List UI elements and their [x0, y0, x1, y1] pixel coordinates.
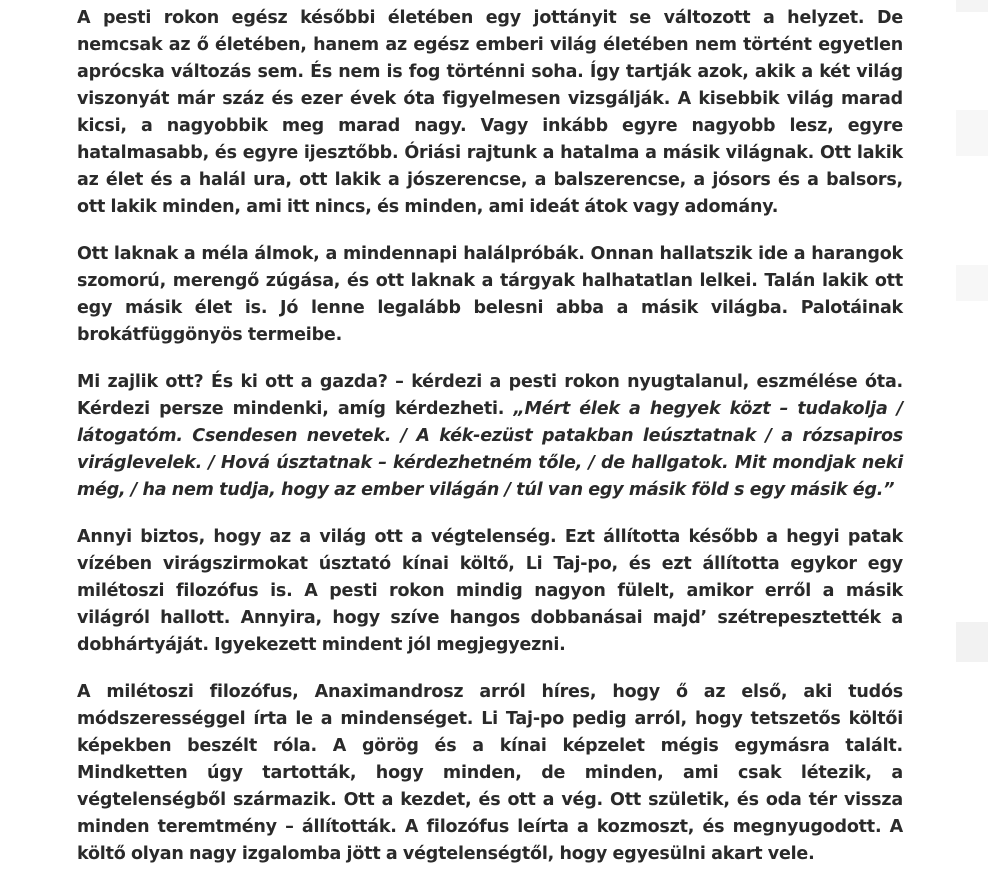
paragraph-3 [77, 369, 903, 504]
paragraph-4-text: Annyi biztos, hogy az a világ ott a végtelenség. Ezt állította később a hegyi patak vízében virágszirmokat úsztató kínai költő, Li Taj-po, és ezt állította egykor egy milétoszi filozófus is. A pesti rokon mindig nagyon fülelt, amikor erről a másik világról hallott. Annyira, hogy szíve hangos dobbanásai majd’ szétrepesztették a dobhártyáját. Igyekezett mindent jól megjegyezni. [77, 527, 903, 655]
article-body [77, 5, 903, 882]
sidebar-block [956, 0, 988, 12]
sidebar-block [956, 265, 988, 301]
poem-quote: „Mért élek a hegyek közt – tudakolja / látogatóm. Csendesen nevetek. / A kék-ezüst patakban leúsztatnak / a rózsapiros viráglevelek. / Hová úsztatnak – kérdezhetném tőle, / de hallgatok. Mit mondjak neki még, / ha nem tudja, hogy az ember világán / túl van egy másik föld s egy másik ég.” [77, 399, 903, 500]
paragraph-3-text: Mi zajlik ott? És ki ott a gazda? – kérdezi a pesti rokon nyugtalanul, eszmélése óta. Kérdezi persze mindenki, amíg kérdezheti. [77, 372, 903, 419]
paragraph-2 [77, 241, 903, 349]
paragraph-5 [77, 679, 903, 868]
paragraph-4 [77, 524, 903, 659]
paragraph-2-text: Ott laknak a méla álmok, a mindennapi halálpróbák. Onnan hallatszik ide a harangok szomorú, merengő zúgása, és ott laknak a tárgyak halhatatlan lelkei. Talán lakik ott egy másik élet is. Jó lenne legalább belesni abba a másik világba. Palotáinak brokátfüggönyös termeibe. [77, 244, 903, 345]
paragraph-1 [77, 5, 903, 221]
paragraph-5-text: A milétoszi filozófus, Anaximandrosz arról híres, hogy ő az első, aki tudós módszerességgel írta le a mindenséget. Li Taj-po pedig arról, hogy tetszetős költői képekben beszélt róla. A görög és a kínai képzelet mégis egymásra talált. Mindketten úgy tartották, hogy minden, de minden, ami csak létezik, a végtelenségből származik. Ott a kezdet, és ott a vég. Ott születik, és oda tér vissza minden teremtmény – állították. A filozófus leírta a kozmoszt, és megnyugodott. A költő olyan nagy izgalomba jött a végtelenségtől, hogy egyesülni akart vele. [77, 682, 903, 864]
sidebar-block [956, 622, 988, 662]
right-sidebar [956, 0, 988, 882]
sidebar-block [956, 110, 988, 156]
paragraph-1-text: A pesti rokon egész későbbi életében egy jottányit se változott a helyzet. De nemcsak az ő életében, hanem az egész emberi világ életében nem történt egyetlen aprócska változás sem. És nem is fog történni soha. Így tartják azok, akik a két világ viszonyát már száz és ezer évek óta figyelmesen vizsgálják. A kisebbik világ marad kicsi, a nagyobbik meg marad nagy. Vagy inkább egyre nagyobb lesz, egyre hatalmasabb, és egyre ijesztőbb. Óriási rajtunk a hatalma a másik világnak. Ott lakik az élet és a halál ura, ott lakik a jószerencse, a balszerencse, a jósors és a balsors, ott lakik minden, ami itt nincs, és minden, ami ideát átok vagy adomány. [77, 8, 903, 217]
